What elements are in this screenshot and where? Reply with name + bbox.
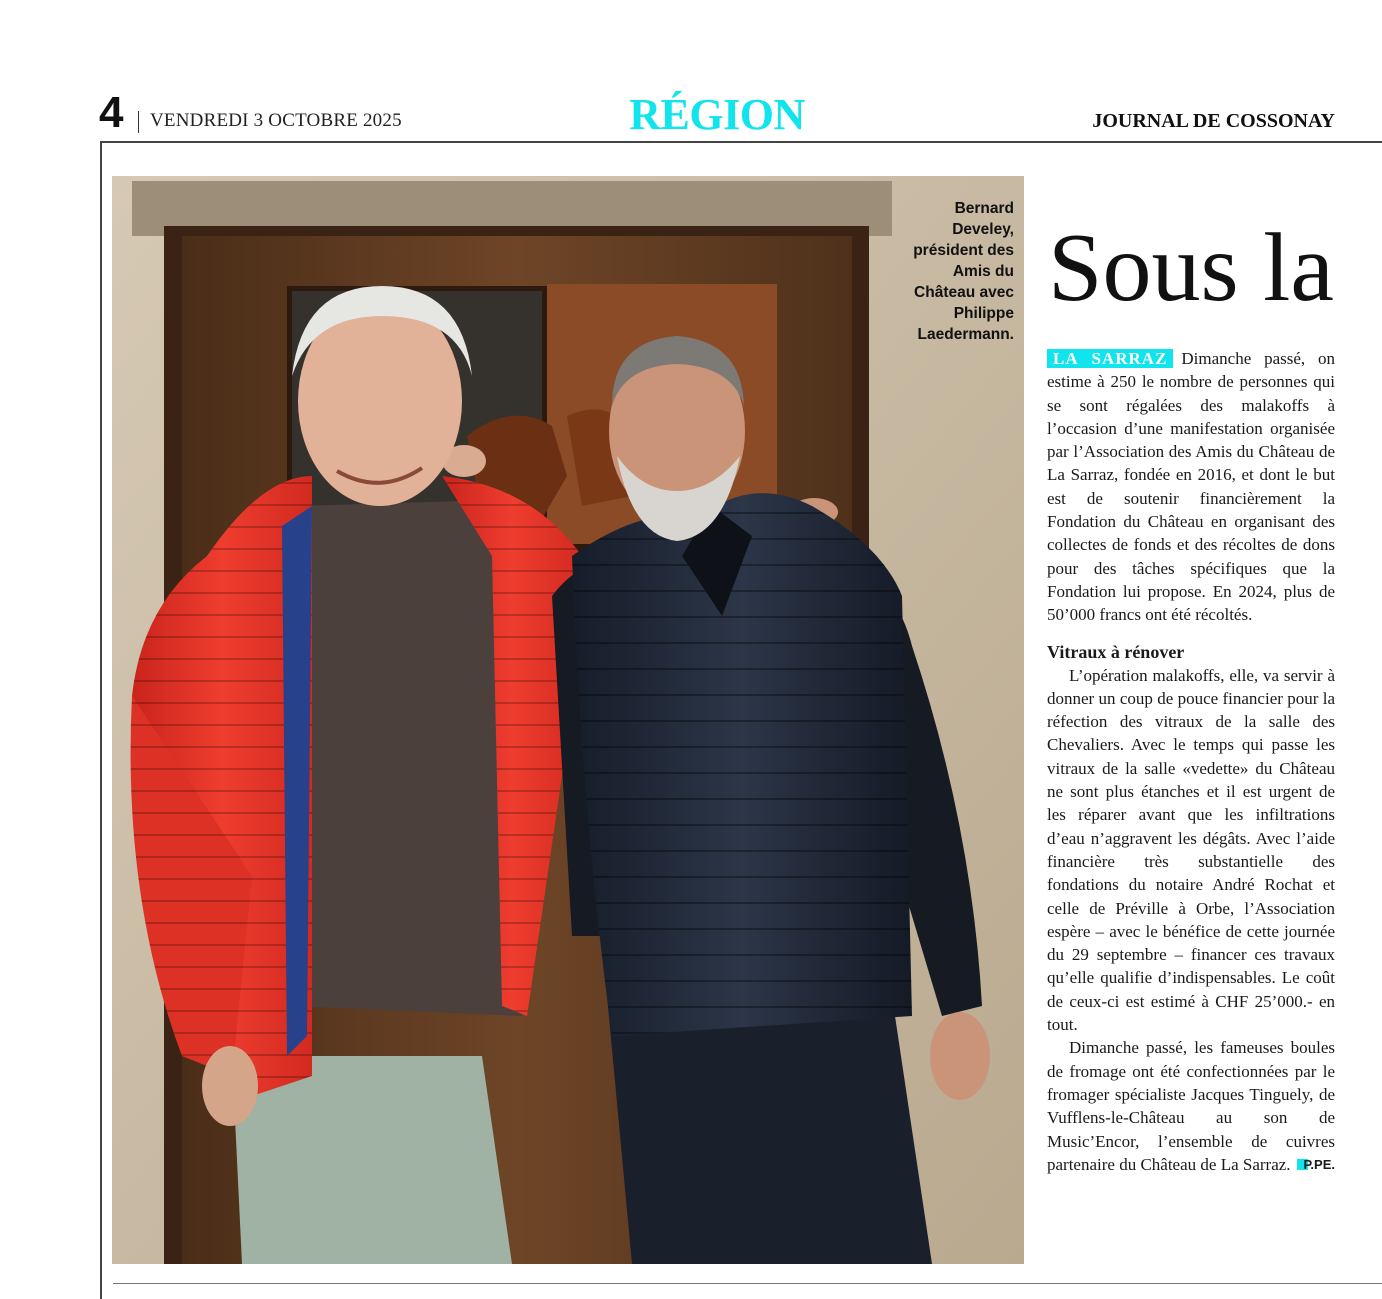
closing-text: Dimanche passé, les fameuses boules de fromage ont été confectionnées par le fromager spécialiste Jacques Tinguely, de Vufflens-le-Château au son de Music’Encor, l’ensemble de cuivres partenaire du Château de La Sarraz. [1047, 1038, 1335, 1174]
headline: Sous la [1048, 214, 1334, 322]
article-photo [112, 176, 1024, 1264]
issue-date: VENDREDI 3 OCTOBRE 2025 [150, 110, 402, 131]
section-title: RÉGION [629, 90, 805, 139]
article-body [1047, 347, 1335, 1176]
publication-name: JOURNAL DE COSSONAY [1092, 110, 1335, 132]
left-rule [100, 141, 102, 1299]
location-kicker: LA SARRAZ [1047, 349, 1173, 368]
author-signature: P.PE. [1303, 1156, 1335, 1172]
top-rule [100, 141, 1382, 143]
body-paragraph: L’opération malakoffs, elle, va servir à donner un coup de pouce financier pour la réfection des vitraux de la salle des Chevaliers. Avec le temps qui passe les vitraux de la salle «vedette» du Château ne sont plus étanches et il est urgent de les réparer avant que les infiltrations d’eau n’aggravent les dégâts. Avec l’aide financière très substantielle des fondations du notaire André Rochat et celle de Préville à Orbe, l’Association espère – avec le bénéfice de cette journée du 29 septembre – financer ces travaux qu’elle qualifie d’indispensables. Le coût de ceux-ci est estimé à CHF 25’000.- en tout. [1047, 665, 1335, 1035]
bottom-rule [113, 1283, 1382, 1284]
closing-paragraph [1047, 1036, 1335, 1176]
lead-paragraph [1047, 347, 1335, 627]
page-number: 4 [99, 88, 124, 137]
header-separator [138, 111, 139, 133]
photo-caption: Bernard Develey, président des Amis du Château avec Philippe Laedermann. [913, 200, 1014, 343]
lead-text: Dimanche passé, on estime à 250 le nombre de personnes qui se sont régalées des malakoffs à l’occasion d’une manifestation organisée par l’Association des Amis du Château de La Sarraz, fondée en 2016, et dont le but est de soutenir financièrement la Fondation du Château en organisant des collectes de fonds et des récoltes de dons pour des tâches spécifiques que la Fondation lui propose. En 2024, plus de 50’000 francs ont été récoltés. [1047, 349, 1335, 625]
subheading: Vitraux à rénover [1047, 641, 1185, 662]
